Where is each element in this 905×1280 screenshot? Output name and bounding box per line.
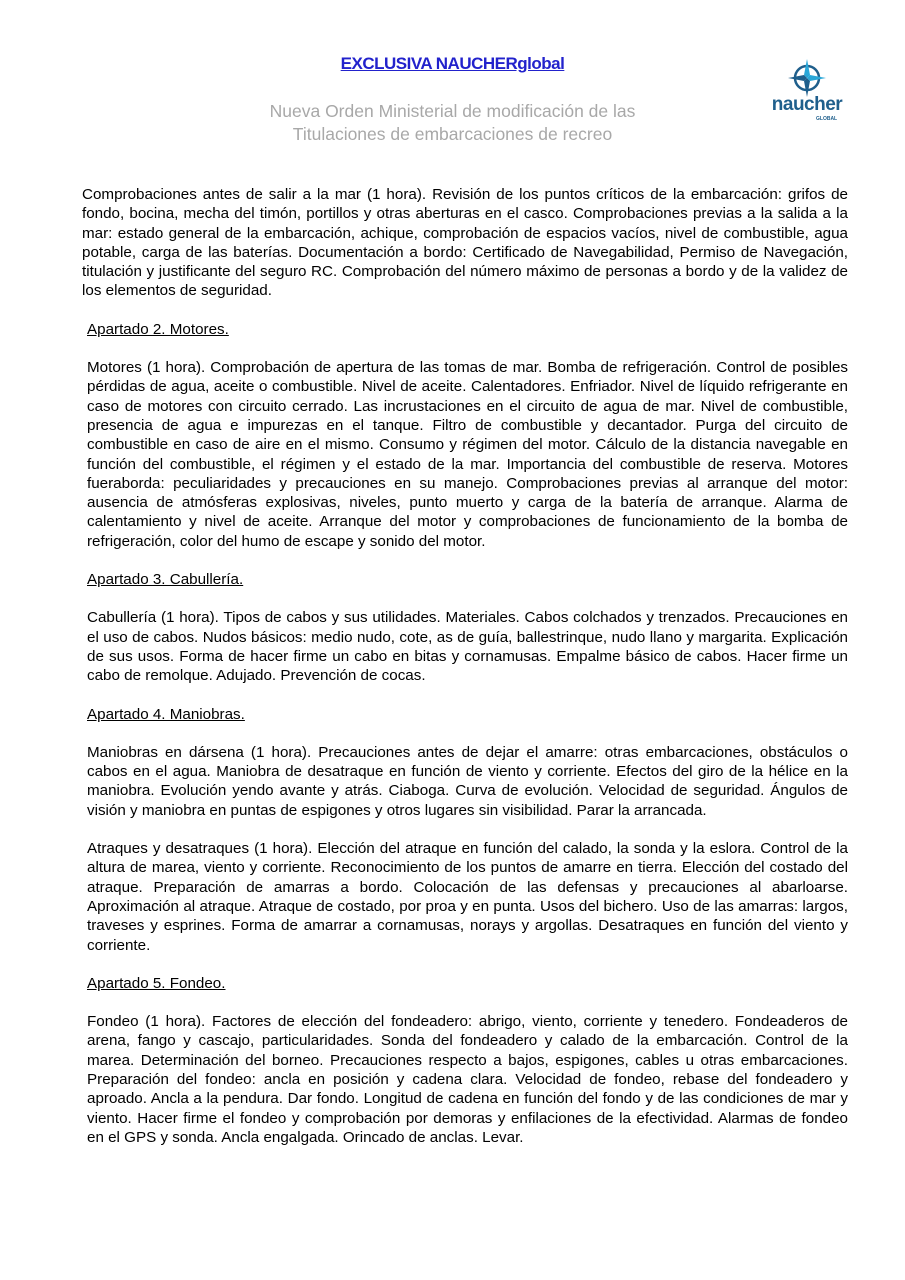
subtitle-line-2: Titulaciones de embarcaciones de recreo (292, 124, 613, 144)
paragraph-cabulleria: Cabullería (1 hora). Tipos de cabos y sus utilidades. Materiales. Cabos colchados y trenzados. Precauciones en el uso de cabos. Nudos básicos: medio nudo, cote, as de guía, ballestrinque, nudo llano y margarita. Explicación de sus usos. Forma de hacer firme un cabo en bitas y cornamusas. Empalme básico de cabos. Hacer firme un cabo de remolque. Adujado. Prevención de cocas. (87, 609, 848, 685)
section-heading-maniobras: Apartado 4. Maniobras. (87, 705, 245, 723)
paragraph-fondeo: Fondeo (1 hora). Factores de elección del fondeadero: abrigo, viento, corriente y tenedero. Fondeaderos de arena, fango y cascajo, particularidades. Sonda del fondeadero y calado de la embarcación. Control de la marea. Determinación del borneo. Precauciones respecto a bajos, espigones, cables u otras embarcaciones. Preparación del fondeo: ancla en posición y cadena clara. Velocidad de fondeo, rebase del fondeadero y aproado. Ancla a la pendura. Dar fondo. Longitud de cadena en función del fondo y de las condiciones de mar y viento. Hacer firme el fondeo y comprobación por demoras y enfilaciones de la efectividad. Alarmas de fondeo en el GPS y sonda. Ancla engalgada. Orincado de anclas. Levar. (87, 1013, 848, 1146)
section-heading-fondeo: Apartado 5. Fondeo. (87, 974, 226, 992)
header-link[interactable]: EXCLUSIVA NAUCHERglobal (340, 54, 565, 73)
naucher-logo (764, 58, 850, 124)
section-heading-cabulleria: Apartado 3. Cabullería. (87, 571, 244, 589)
paragraph-atraques: Atraques y desatraques (1 hora). Elección del atraque en función del calado, la sonda y la eslora. Control de la altura de marea, viento y corriente. Reconocimiento de los puntos de amarre en tierra. Elección del costado del atraque. Preparación de amarras a bordo. Colocación de las defensas y precauciones al abarloarse. Aproximación al atraque. Atraque de costado, por proa y en punta. Usos del bichero. Uso de las amarras: largos, traveses y esprines. Forma de amarrar a cornamusas, norays y argollas. Desatraques en función del viento y corriente. (87, 840, 848, 954)
subtitle-line-1: Nueva Orden Ministerial de modificación de las (269, 101, 636, 121)
paragraph-motores: Motores (1 hora). Comprobación de apertura de las tomas de mar. Bomba de refrigeración. Control de posibles pérdidas de agua, aceite o combustible. Nivel de aceite. Calentadores. Enfriador. Nivel de líquido refrigerante en caso de motores con circuito cerrado. Las incrustaciones en el circuito de agua de mar. Nivel de combustible, presencia de agua e impurezas en el tanque. Filtro de combustible y decantador. Purga del circuito de combustible en caso de aire en el mismo. Consumo y régimen del motor. Cálculo de la distancia navegable en función del combustible, el régimen y el estado de la mar. Importancia del combustible de reserva. Motores fueraborda: peculiaridades y precauciones en su manejo. Comprobaciones previas al arranque del motor: ausencia de atmósferas explosivas, niveles, punto muerto y carga de la batería de arranque. Alarma de calentamiento y nivel de aceite. Arranque del motor y comprobaciones de funcionamiento de la bomba de refrigeración, color del humo de escape y sonido del motor. (87, 359, 848, 550)
paragraph-maniobras-darsena: Maniobras en dársena (1 hora). Precauciones antes de dejar el amarre: otras embarcaciones, obstáculos o cabos en el agua. Maniobra de desatraque en función de viento y corriente. Efectos del giro de la hélice en la maniobra. Evolución yendo avante y atrás. Ciaboga. Curva de evolución. Velocidad de seguridad. Ángulos de visión y maniobra en puntas de espigones y otros lugares sin visibilidad. Parar la arrancada. (87, 743, 848, 819)
paragraph-comprobaciones: Comprobaciones antes de salir a la mar (1 hora). Revisión de los puntos críticos de la embarcación: grifos de fondo, bocina, mecha del timón, portillos y otras aberturas en el casco. Comprobaciones previas a la salida a la mar: estado general de la embarcación, achique, comprobación de espacios vacíos, nivel de combustible, agua potable, carga de las baterías. Documentación a bordo: Certificado de Navegabilidad, Permiso de Navegación, titulación y justificante del seguro RC. Comprobación del número máximo de personas a bordo y de la validez de los elementos de seguridad. (82, 186, 848, 300)
logo-subtext: GLOBAL (816, 116, 838, 122)
compass-rose-icon (764, 58, 850, 98)
document-body (82, 185, 848, 1166)
logo-wordmark: naucher (771, 94, 843, 115)
section-heading-motores: Apartado 2. Motores. (87, 320, 229, 338)
